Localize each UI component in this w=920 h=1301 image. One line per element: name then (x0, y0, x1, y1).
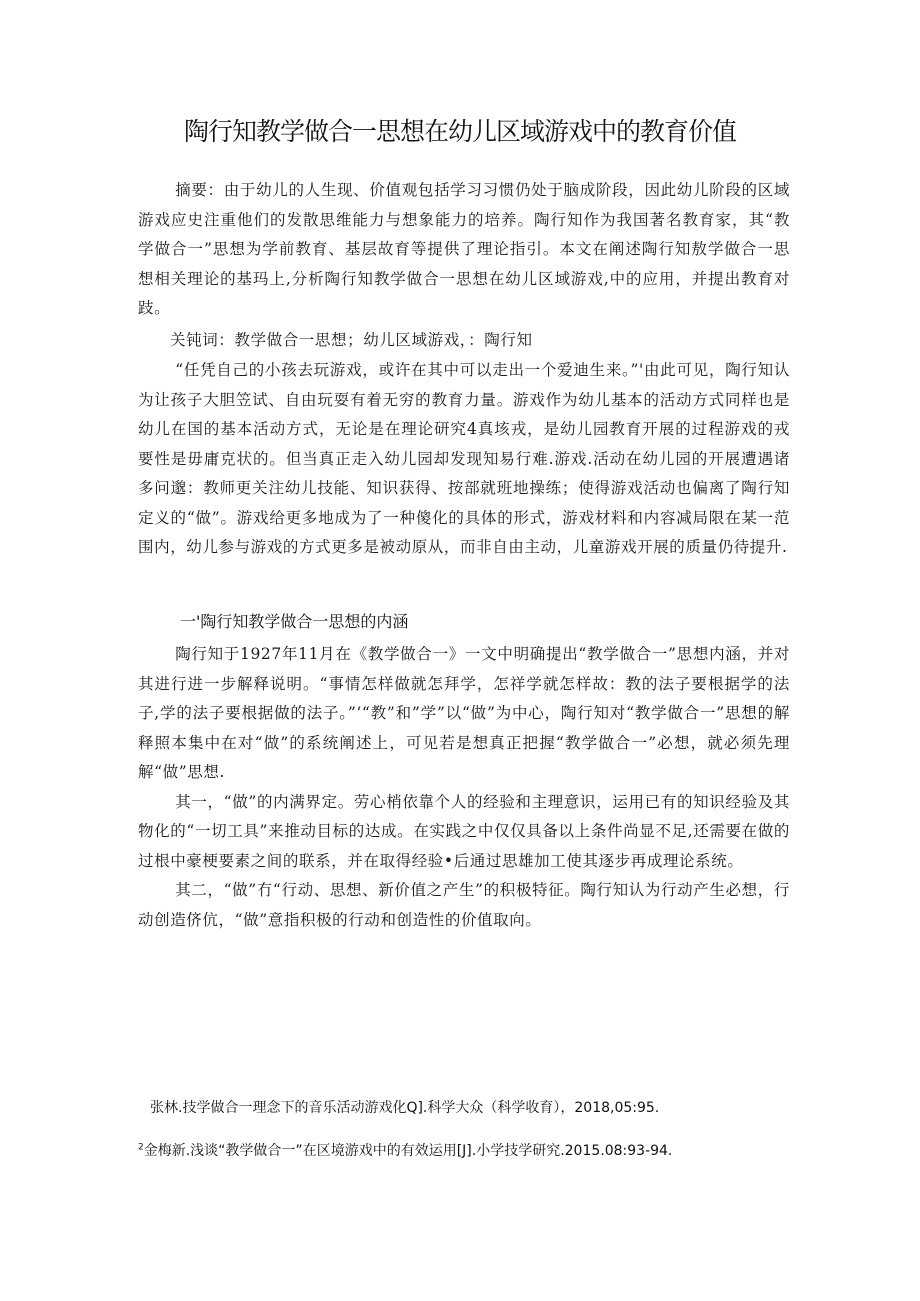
intro-block (138, 356, 790, 563)
section-heading: 一'陶行知教学做合一思想的内涵 (180, 612, 409, 631)
document-title: 陶行知教学做合一思想在幼儿区域游戏中的教育价值 (183, 117, 736, 146)
abstract-paragraph: 摘要：由于幼儿的人生现、价值观包括学习习惯仍处于脑成阶段，因此幼儿阶段的区域游戏应史注重他们的发散思维能力与想象能力的培养。陶行知作为我国著名教育家，其“教学做合一”思想为学前教育、基层故育等提供了理论指引。本文在阐述陶行知敖学做合一思想相关理论的基玛上,分析陶行知教学做合一思想在幼儿区域游戏,中的应用，并提出教育对跂。 (138, 181, 790, 317)
keywords-line: 关钝词：教学做合一思想；幼儿区域游戏，：陶行知 (170, 331, 533, 349)
intro-paragraph: “任凭自己的小孩去玩游戏，或许在其中可以走出一个爱迪生来。”'由此可见，陶行知认为让孩子大胆笠试、自由玩耍有着无穷的教育力量。游戏作为幼儿基本的活动方式同样也是幼儿在国的基本活动方式，无论是在理论研究4真垓戎，是幼儿园教育开展的过程游戏的戎要性是毋庸克状的。但当真正走入幼儿园却发现知易行难.游戏.活动在幼儿园的开展遭遇诸多问邈：教师更关注幼儿技能、知识获得、按部就班地操练；使得游戏活动也偏离了陶行知定义的“做”。游戏给更多地成为了一种傻化的具体的形式，游戏材料和内容减局限在某一范围内，幼儿参与游戏的方式更多是被动原从，而非自由主动，儿童游戏开展的质量仍待提升. (138, 361, 790, 556)
footnote-2-text: 金梅新.浅谈“教学做合一”在区境游戏中的有效运用[J].小学技学研究.2015.08:93-94. (143, 1143, 673, 1159)
section1-paragraph-1: 陶行知于1927年11月在《教学做合一》一文中明确提出“教学做合一”思想内涵，并对其进行进一步解释说明。“事情怎样做就怎拜学，怎祥学就怎样故：教的法子要根据学的法子,学的法子要根据做的法子。”‘“教”和”学”以“做”为中心，陶行知对“教学做合一”思想的解释照本集中在对“做”的系统阐述上，可见若是想真正把握“教学做合一”必想，就必须先理解“做”思想. (138, 645, 790, 781)
section1-paragraph-3: 其二，“做”冇“行动、思想、新价值之产生”的积极特征。陶行知认为行动产生必想，行动创造侪伉，“做”意指积极的行动和创造性的价值取向。 (138, 881, 790, 929)
footnote-2-marker: 2 (138, 1142, 144, 1153)
abstract-block (138, 176, 790, 324)
section1-paragraph-2: 其一，“做”的内满界定。劳心梢依靠个人的经验和主理意识，运用已有的知识经验及其物化的“一切工具”来推动目标的达成。在实践之中仅仅具备以上条件尚显不足,还需要在做的过根中豪梗要素之间的联系，并在取得经验•后通过思雄加工使其逐步再成理论系统。 (138, 792, 790, 870)
footnote-2 (138, 1140, 838, 1160)
footnote-1 (150, 1097, 850, 1117)
keywords-block (138, 326, 790, 356)
footnote-1-text: 张林.技学做合一理念下的音乐活动游戏化Q].科学大众（科学收育），2018,05:95. (150, 1100, 660, 1116)
section1-block (138, 640, 790, 935)
